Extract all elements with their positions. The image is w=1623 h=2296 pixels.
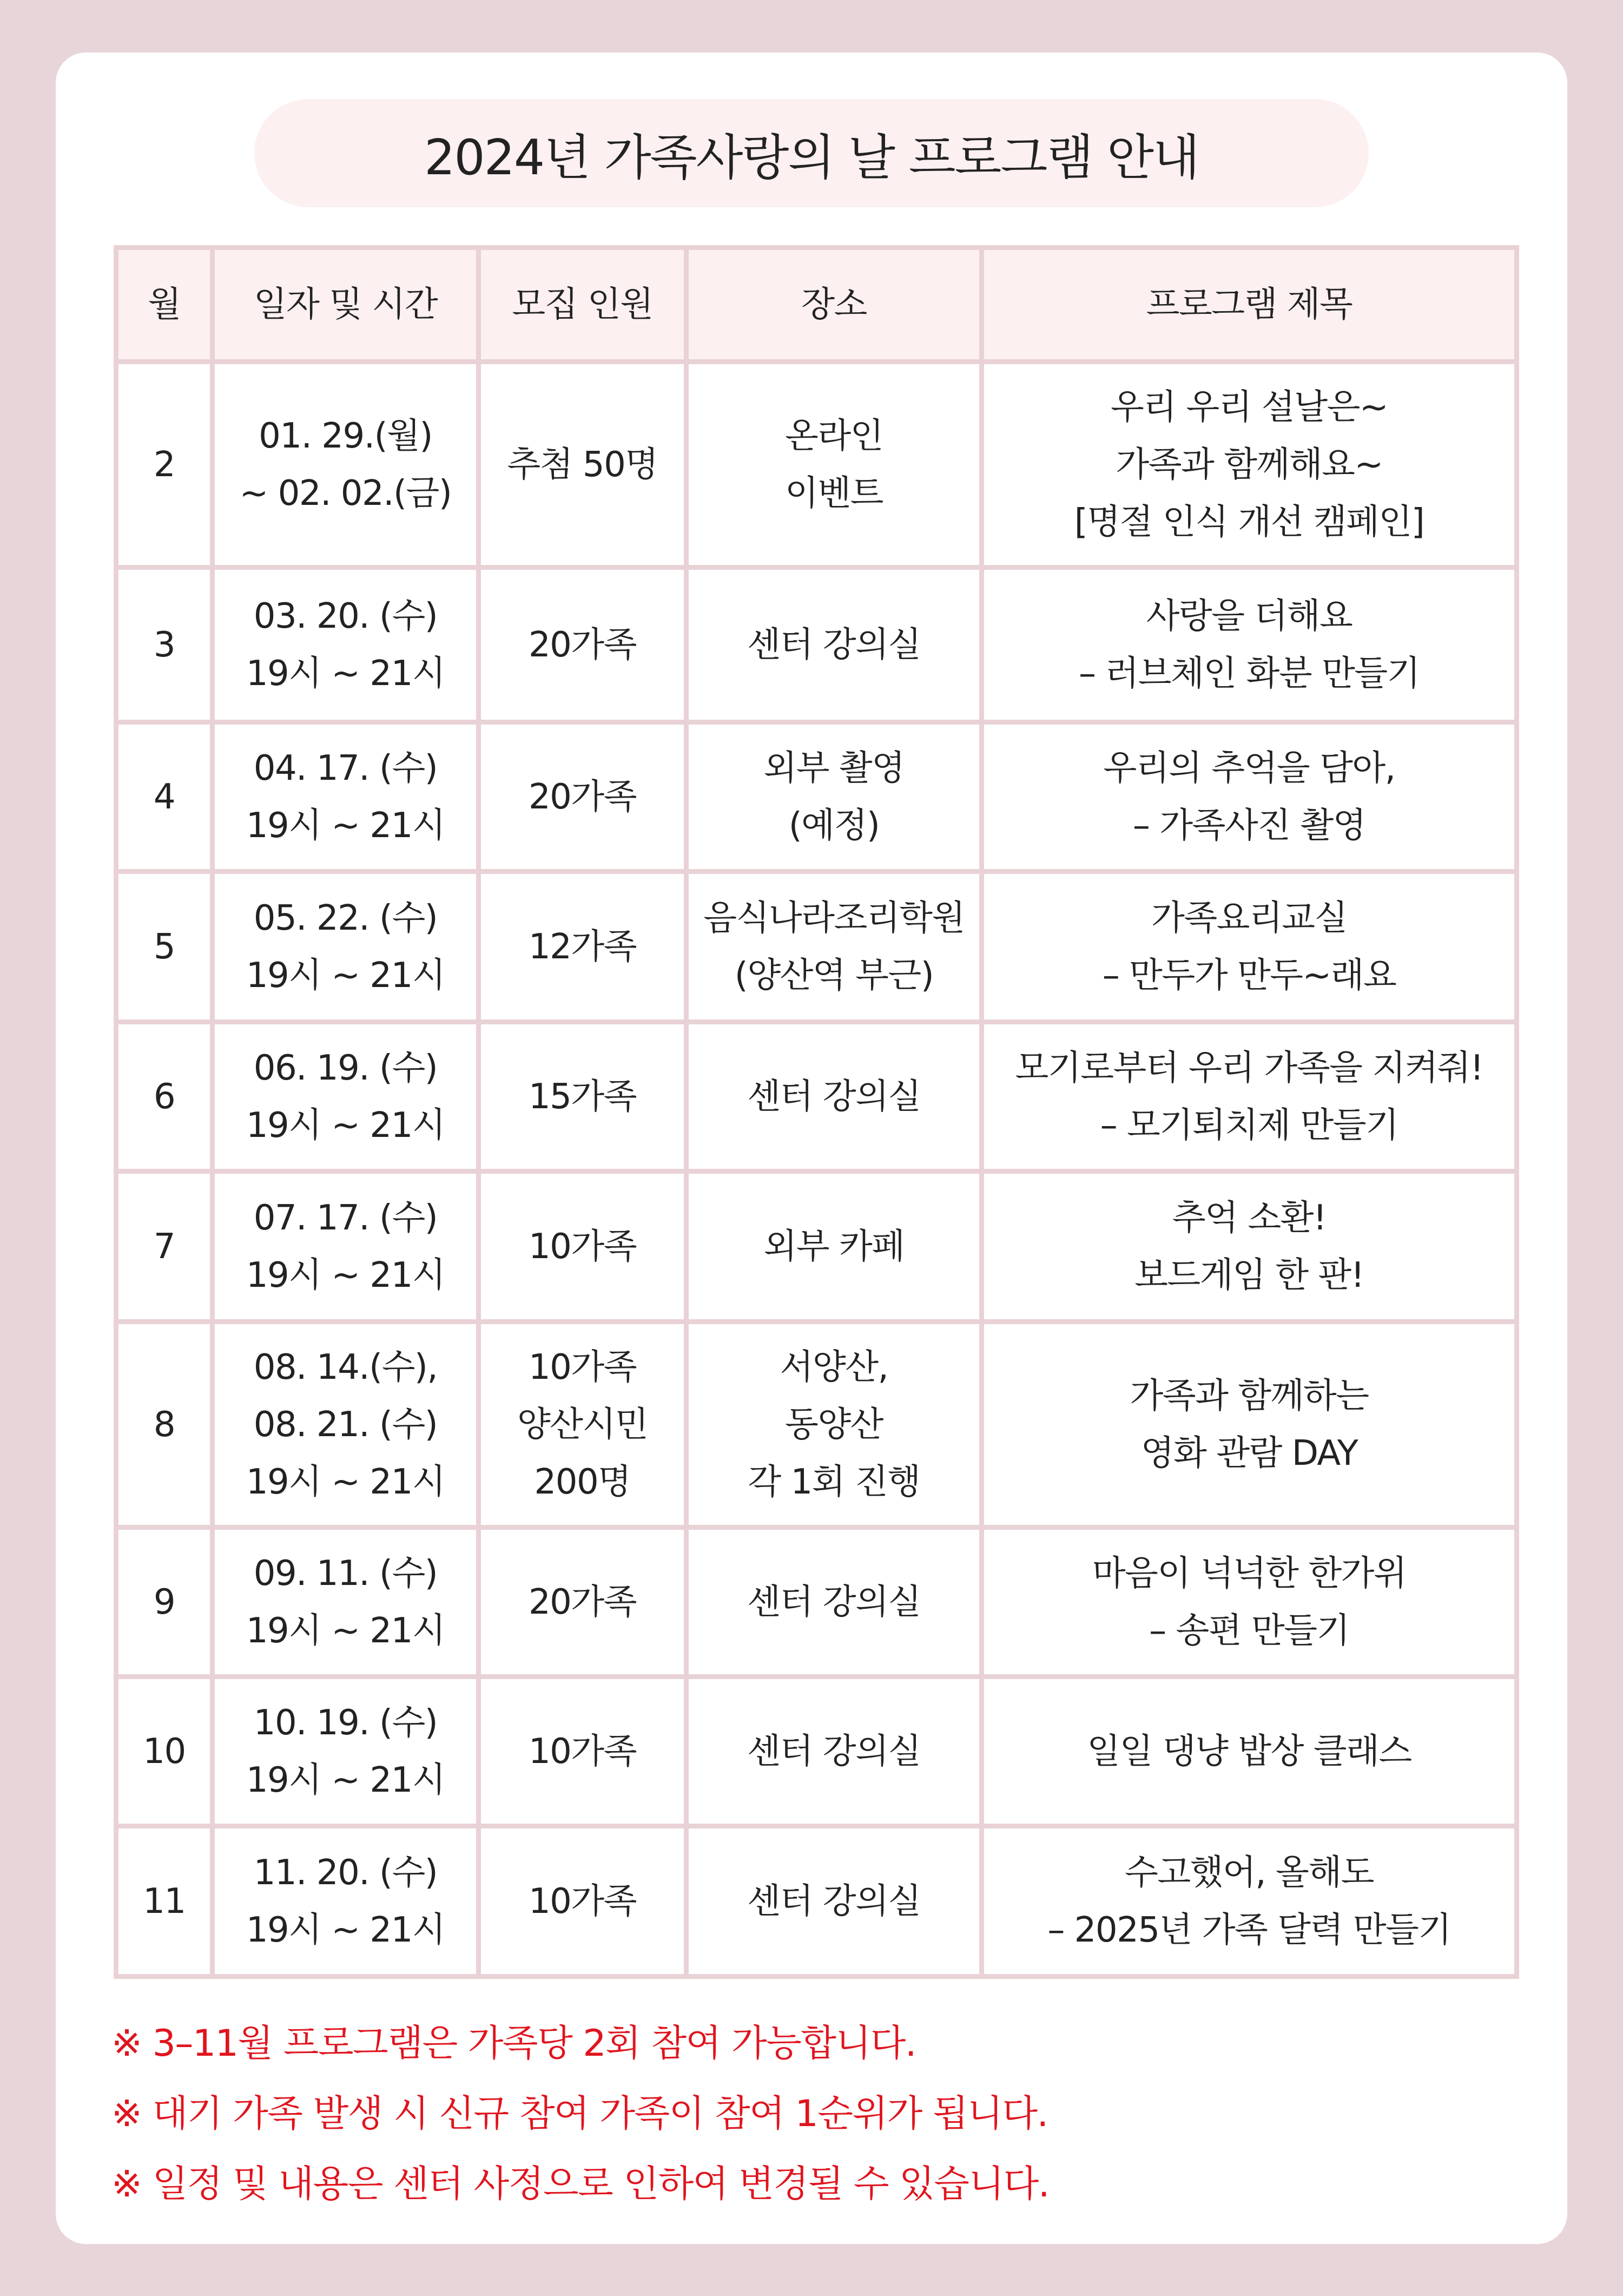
cell-text-line: 06. 19. (수)	[253, 1048, 438, 1088]
cell-text-line: 수고했어, 올해도	[1125, 1852, 1374, 1893]
page-title: 2024년 가족사랑의 날 프로그램 안내	[424, 129, 1199, 186]
cell-text-line: 200명	[534, 1462, 631, 1502]
cell-place	[687, 568, 982, 722]
cell-text-line: 19시 ~ 21시	[246, 1462, 445, 1502]
notes-section	[111, 2009, 1518, 2220]
table-body	[116, 362, 1517, 1977]
cell-text-line: 외부 카페	[763, 1226, 905, 1267]
cell-text-line: 03. 20. (수)	[253, 596, 438, 636]
table-row	[116, 722, 1517, 872]
notice-card	[56, 52, 1567, 2244]
cell-text-line: 마음이 넉넉한 한가위	[1092, 1553, 1407, 1594]
cell-text-line: 19시 ~ 21시	[246, 1105, 445, 1146]
cell-text-line: 추억 소환!	[1172, 1198, 1327, 1238]
cell-text-line: 센터 강의실	[747, 1076, 921, 1117]
cell-text-line: 05. 22. (수)	[253, 898, 438, 938]
cell-text-line: 센터 강의실	[747, 1881, 921, 1922]
cell-program-title	[982, 1528, 1517, 1677]
cell-text-line: – 가족사진 촬영	[1132, 805, 1366, 846]
note-item: ※ 일정 및 내용은 센터 사정으로 인하여 변경될 수 있습니다.	[111, 2163, 1049, 2206]
cell-text-line: 07. 17. (수)	[253, 1198, 438, 1238]
header-program-title: 프로그램 제목	[982, 248, 1517, 362]
cell-text-line: 보드게임 한 판!	[1134, 1255, 1364, 1295]
table-row	[116, 568, 1517, 722]
table-row	[116, 1322, 1517, 1528]
cell-date-time	[213, 1022, 479, 1172]
cell-text-line: [명절 인식 개선 캠페인]	[1074, 502, 1424, 542]
cell-text-line: 우리의 추억을 담아,	[1103, 748, 1395, 788]
cell-date-time	[213, 722, 479, 872]
cell-program-title	[982, 872, 1517, 1022]
table-row	[116, 1172, 1517, 1322]
cell-place	[687, 872, 982, 1022]
cell-month: 5	[116, 872, 213, 1022]
cell-text-line: 10. 19. (수)	[253, 1702, 438, 1743]
cell-capacity	[479, 1322, 687, 1528]
cell-date-time	[213, 872, 479, 1022]
cell-text-line: 사랑을 더해요	[1146, 596, 1352, 636]
cell-month: 10	[116, 1677, 213, 1826]
cell-text-line: 10가족	[528, 1881, 637, 1922]
cell-month: 2	[116, 362, 213, 568]
cell-place	[687, 1172, 982, 1322]
cell-text-line: 모기로부터 우리 가족을 지켜줘!	[1015, 1048, 1483, 1088]
cell-text-line: 센터 강의실	[747, 1582, 921, 1622]
cell-text-line: 09. 11. (수)	[253, 1553, 438, 1594]
cell-text-line: – 만두가 만두~래요	[1102, 955, 1396, 996]
cell-text-line: 04. 17. (수)	[253, 748, 438, 788]
cell-text-line: 서양산,	[780, 1347, 888, 1387]
cell-date-time	[213, 1172, 479, 1322]
note-item: ※ 3–11월 프로그램은 가족당 2회 참여 가능합니다.	[111, 2022, 916, 2065]
cell-month: 7	[116, 1172, 213, 1322]
cell-text-line: 일일 댕냥 밥상 클래스	[1087, 1731, 1411, 1772]
cell-text-line: 11. 20. (수)	[253, 1852, 438, 1893]
cell-month: 11	[116, 1826, 213, 1977]
cell-text-line: (예정)	[788, 805, 880, 846]
cell-place	[687, 362, 982, 568]
cell-text-line: 양산시민	[517, 1404, 648, 1445]
cell-text-line: 영화 관람 DAY	[1140, 1433, 1358, 1473]
cell-program-title	[982, 568, 1517, 722]
cell-text-line: 10가족	[528, 1731, 637, 1772]
cell-text-line: 08. 14.(수),	[253, 1347, 438, 1387]
header-date-time: 일자 및 시간	[213, 248, 479, 362]
cell-date-time	[213, 1677, 479, 1826]
cell-text-line: – 모기퇴치제 만들기	[1100, 1105, 1398, 1146]
cell-place	[687, 1677, 982, 1826]
cell-program-title	[982, 362, 1517, 568]
cell-text-line: 동양산	[785, 1404, 883, 1445]
cell-place	[687, 722, 982, 872]
cell-text-line: 가족요리교실	[1151, 898, 1347, 938]
cell-place	[687, 1528, 982, 1677]
cell-date-time	[213, 1322, 479, 1528]
cell-text-line: 15가족	[528, 1076, 637, 1117]
cell-date-time	[213, 1826, 479, 1977]
cell-text-line: ~ 02. 02.(금)	[239, 473, 452, 514]
cell-capacity	[479, 1172, 687, 1322]
cell-program-title	[982, 1022, 1517, 1172]
cell-text-line: 19시 ~ 21시	[246, 1255, 445, 1295]
cell-capacity	[479, 362, 687, 568]
cell-capacity	[479, 1022, 687, 1172]
cell-text-line: 가족과 함께하는	[1130, 1376, 1369, 1416]
cell-text-line: 19시 ~ 21시	[246, 1760, 445, 1800]
note-item: ※ 대기 가족 발생 시 신규 참여 가족이 참여 1순위가 됩니다.	[111, 2093, 1048, 2135]
cell-text-line: 이벤트	[785, 473, 883, 514]
cell-capacity	[479, 1677, 687, 1826]
cell-month: 4	[116, 722, 213, 872]
cell-text-line: 10가족	[528, 1347, 637, 1387]
header-capacity: 모집 인원	[479, 248, 687, 362]
cell-text-line: 외부 촬영	[763, 748, 905, 788]
cell-text-line: 19시 ~ 21시	[246, 955, 445, 996]
cell-text-line: 20가족	[528, 624, 637, 665]
cell-program-title	[982, 1322, 1517, 1528]
cell-text-line: 19시 ~ 21시	[246, 1910, 445, 1950]
cell-text-line: 온라인	[785, 416, 883, 456]
cell-month: 9	[116, 1528, 213, 1677]
cell-text-line: 20가족	[528, 777, 637, 817]
cell-program-title	[982, 1677, 1517, 1826]
cell-place	[687, 1322, 982, 1528]
cell-date-time	[213, 568, 479, 722]
header-month: 월	[116, 248, 213, 362]
table-row	[116, 1677, 1517, 1826]
cell-text-line: 19시 ~ 21시	[246, 653, 445, 694]
table-row	[116, 1022, 1517, 1172]
header-place: 장소	[687, 248, 982, 362]
cell-text-line: 우리 우리 설날은~	[1110, 387, 1388, 427]
cell-place	[687, 1826, 982, 1977]
cell-text-line: 각 1회 진행	[748, 1462, 920, 1502]
cell-date-time	[213, 362, 479, 568]
cell-capacity	[479, 722, 687, 872]
cell-month: 8	[116, 1322, 213, 1528]
table-row	[116, 1826, 1517, 1977]
title-banner	[254, 99, 1369, 207]
cell-text-line: 음식나라조리학원	[703, 898, 965, 938]
cell-text-line: 12가족	[528, 926, 637, 967]
cell-text-line: 19시 ~ 21시	[246, 805, 445, 846]
cell-text-line: – 송편 만들기	[1149, 1610, 1349, 1651]
cell-text-line: 10가족	[528, 1226, 637, 1267]
cell-capacity	[479, 872, 687, 1022]
cell-text-line: – 러브체인 화분 만들기	[1079, 653, 1420, 694]
cell-program-title	[982, 1826, 1517, 1977]
program-schedule-table	[114, 245, 1519, 1979]
table-row	[116, 1528, 1517, 1677]
cell-program-title	[982, 1172, 1517, 1322]
cell-text-line: 20가족	[528, 1582, 637, 1622]
cell-place	[687, 1022, 982, 1172]
table-header-row	[116, 248, 1517, 362]
cell-program-title	[982, 722, 1517, 872]
cell-capacity	[479, 1528, 687, 1677]
cell-month: 3	[116, 568, 213, 722]
cell-text-line: 센터 강의실	[747, 624, 921, 665]
cell-text-line: 01. 29.(월)	[259, 416, 432, 456]
cell-capacity	[479, 1826, 687, 1977]
cell-text-line: 추첨 50명	[507, 444, 658, 485]
table-row	[116, 872, 1517, 1022]
cell-text-line: 08. 21. (수)	[253, 1404, 438, 1445]
cell-capacity	[479, 568, 687, 722]
cell-date-time	[213, 1528, 479, 1677]
cell-text-line: 가족과 함께해요~	[1116, 444, 1383, 485]
cell-text-line: – 2025년 가족 달력 만들기	[1047, 1910, 1451, 1950]
cell-text-line: 19시 ~ 21시	[246, 1610, 445, 1651]
table-row	[116, 362, 1517, 568]
cell-text-line: 센터 강의실	[747, 1731, 921, 1772]
cell-text-line: (양산역 부근)	[734, 955, 934, 996]
cell-month: 6	[116, 1022, 213, 1172]
